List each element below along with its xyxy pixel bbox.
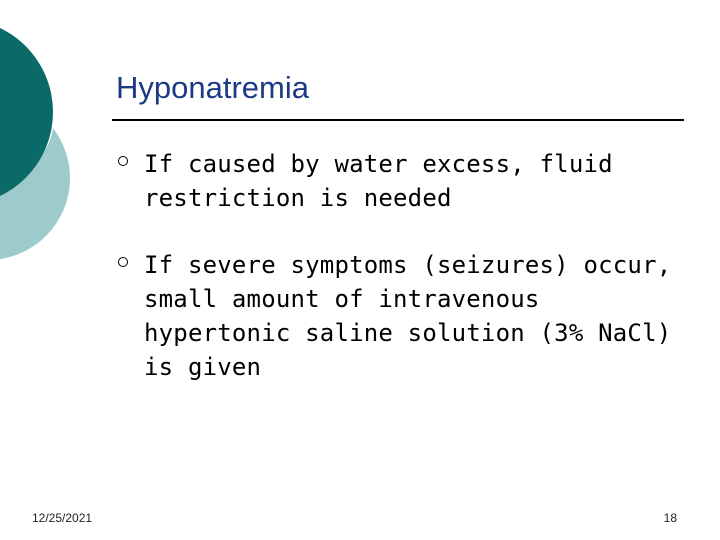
page-number: 18	[663, 511, 677, 525]
hollow-circle-bullet-icon	[118, 156, 128, 166]
bullet-item	[118, 248, 688, 384]
bullet-item	[118, 147, 688, 215]
hollow-circle-bullet-icon	[118, 257, 128, 267]
slide-title: Hyponatremia	[116, 70, 309, 105]
footer-date: 12/25/2021	[32, 511, 93, 525]
bullet-text: If severe symptoms (seizures) occur, small amount of intravenous hypertonic saline solution (3% NaCl) is given	[144, 251, 672, 381]
bullet-text: If caused by water excess, fluid restriction is needed	[144, 150, 613, 212]
bullet-list	[118, 147, 688, 417]
decorative-circles	[0, 0, 80, 300]
title-divider	[112, 119, 684, 121]
